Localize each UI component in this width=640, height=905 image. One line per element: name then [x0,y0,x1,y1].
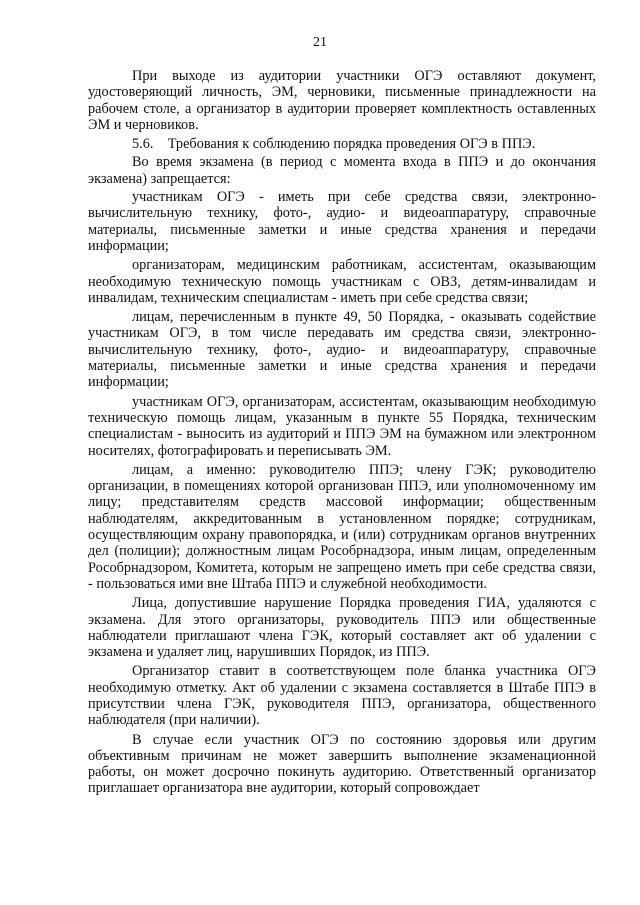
paragraph-early-completion: В случае если участник ОГЭ по состоянию здоровья или другим объективным причинам не может завершить выполнение экзаменационной работы, он может досрочно покинуть аудиторию. Ответственный организатор приглашает организатора вне аудитории, который сопровождает [88,731,596,797]
section-heading-5-6: 5.6. Требования к соблюдению порядка проведения ОГЭ в ППЭ. [132,136,536,153]
paragraph-prohibitions-intro: Во время экзамена (в период с момента входа в ППЭ и до окончания экзамена) запрещается: [88,154,596,187]
paragraph-materials-prohibition: участникам ОГЭ, организаторам, ассистентам, оказывающим необходимую техническую помощь лицам, указанным в пункте 55 Порядка, техническим специалистам - выносить из аудиторий и ППЭ ЭМ на бумажном или электронном носителях, фотографировать и переписывать ЭМ. [88,393,596,459]
paragraph-violation-removal: Лица, допустившие нарушение Порядка проведения ГИА, удаляются с экзамена. Для этого организаторы, руководитель ППЭ или общественные наблюдатели приглашают члена ГЭК, который составляет акт об удалении с экзамена и удаляет лиц, нарушивших Порядок, из ППЭ. [88,595,596,661]
page-number: 21 [313,35,327,50]
paragraph-organizers-prohibition: организаторам, медицинским работникам, ассистентам, оказывающим необходимую техническую помощь участникам с ОВЗ, детям-инвалидам и инвалидам, техническим специалистам - иметь при себе средства связи; [88,257,596,306]
paragraph-participants-prohibition: участникам ОГЭ - иметь при себе средства связи, электронно-вычислительную технику, фото-, аудио- и видеоаппаратуру, справочные материалы, письменные заметки и иные средства хранения и передачи информации; [88,189,596,254]
paragraph-officials-communication: лицам, а именно: руководителю ППЭ; члену ГЭК; руководителю организации, в помещениях которой организован ППЭ, или уполномоченному им лицу; представителям средств массовой информации; общественным наблюдателям, аккредитованным в установленном порядке; сотрудникам, осуществляющим охрану правопорядка, и (или) сотрудникам органов внутренних дел (полиции); должностным лицам Рособрнадзора, иным лицам, определенным Рособрнадзором, Комитета, которым не запрещено иметь при себе средства связи, - пользоваться ими вне Штаба ППЭ и служебной необходимости. [88,461,596,592]
paragraph-exit-rules: При выходе из аудитории участники ОГЭ оставляют документ, удостоверяющий личность, ЭМ, черновики, письменные принадлежности на рабочем столе, а организатор в аудитории проверяет комплектность оставленных ЭМ и черновиков. [88,68,596,133]
document-body [88,68,596,800]
paragraph-assistance-prohibition: лицам, перечисленным в пункте 49, 50 Порядка, - оказывать содействие участникам ОГЭ, в том числе передавать им средства связи, электронно-вычислительную технику, фото-, аудио- и видеоаппаратуру, справочные материалы, письменные заметки и иные средства хранения и передачи информации; [88,309,596,391]
paragraph-removal-act: Организатор ставит в соответствующем поле бланка участника ОГЭ необходимую отметку. Акт об удалении с экзамена составляется в Штабе ППЭ в присутствии члена ГЭК, руководителя ППЭ, организатора, общественного наблюдателя (при наличии). [88,663,596,729]
